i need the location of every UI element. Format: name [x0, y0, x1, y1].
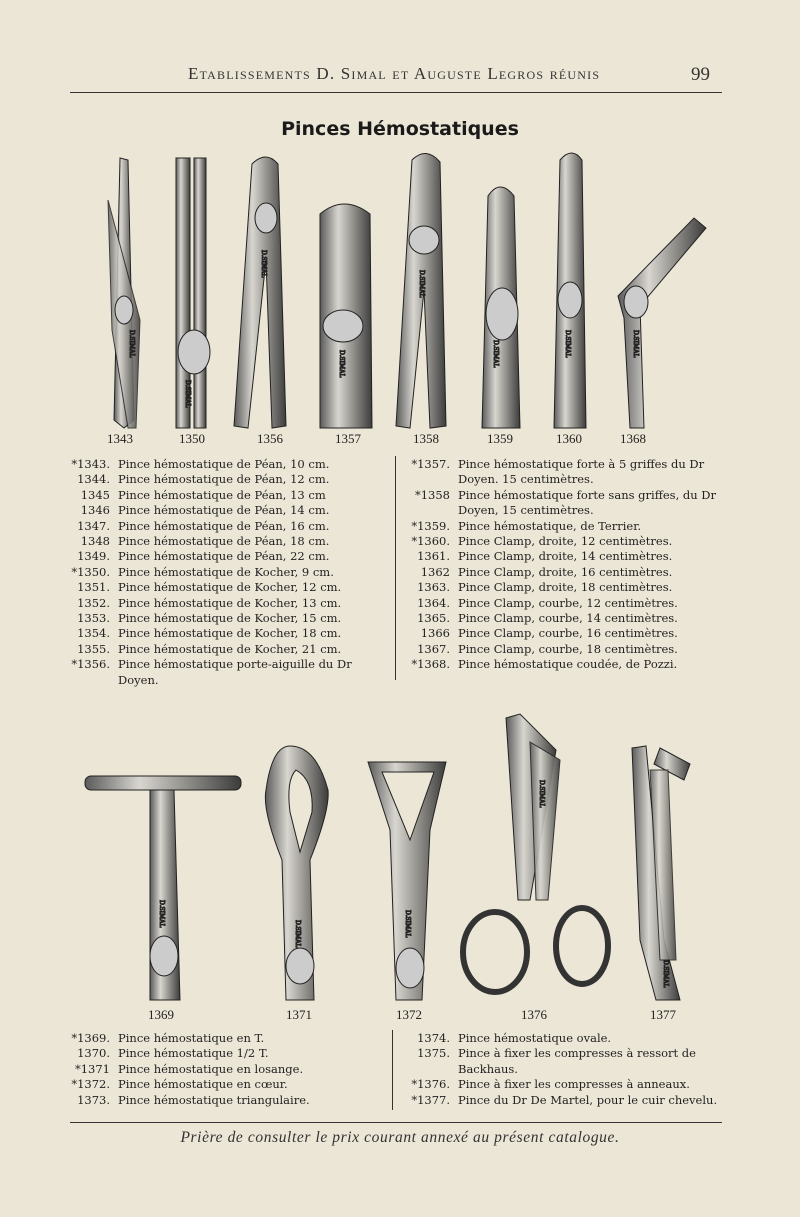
- footer-rule: [70, 1122, 722, 1123]
- figure-label-1358: 1358: [413, 431, 439, 446]
- figure-label-1377: 1377: [650, 1007, 676, 1022]
- list-item: *1368. Pince hémostatique coudée, de Pozzi.: [411, 657, 678, 672]
- figure-1356-illustration: [234, 157, 286, 428]
- figure-label-1357: 1357: [335, 431, 361, 446]
- figure-1359-illustration: [482, 187, 520, 428]
- list-item: 1370. Pince hémostatique 1/2 T.: [77, 1046, 269, 1061]
- column-divider-bottom: [392, 1030, 393, 1110]
- section-title: Pinces Hémostatiques: [281, 118, 519, 140]
- footer-note: Prière de consulter le prix courant annexé au présent catalogue.: [180, 1129, 620, 1146]
- top-list-right: [404, 457, 734, 673]
- figure-label-1372: 1372: [396, 1007, 422, 1022]
- figure-label-1368: 1368: [620, 431, 646, 446]
- figure-label-1360: 1360: [556, 431, 582, 446]
- stamp-1369: D.SIMAL: [158, 900, 165, 928]
- stamp-1357: D.SIMAL: [338, 350, 345, 378]
- figure-label-1343: 1343: [107, 431, 133, 446]
- stamp-1371: D.SIMAL: [294, 920, 301, 948]
- figure-label-1369: 1369: [148, 1007, 174, 1022]
- stamp-1350: D.SIMAL: [184, 380, 191, 408]
- figure-label-1371: 1371: [286, 1007, 312, 1022]
- list-item: 1344. Pince hémostatique de Péan, 12 cm.: [77, 472, 330, 487]
- stamp-1360: D.SIMAL: [564, 330, 571, 358]
- figure-label-1356: 1356: [257, 431, 283, 446]
- list-item: 1366 Pince Clamp, courbe, 16 centimètres.: [420, 626, 678, 641]
- stamp-1359: D.SIMAL: [492, 340, 499, 368]
- stamp-1376: D.SIMAL: [538, 780, 545, 808]
- figure-1376-illustration: [463, 714, 608, 992]
- list-item: 1354. Pince hémostatique de Kocher, 18 cm.: [77, 626, 342, 641]
- figure-1372-illustration: [368, 762, 446, 1000]
- list-item: *1376. Pince à fixer les compresses à anneaux.: [411, 1077, 690, 1092]
- bottom-list-left: [64, 1031, 394, 1108]
- figure-label-1350: 1350: [179, 431, 205, 446]
- list-item: 1365. Pince Clamp, courbe, 14 centimètres.: [417, 611, 678, 626]
- list-item: 1361. Pince Clamp, droite, 14 centimètres.: [417, 549, 673, 564]
- list-item: 1351. Pince hémostatique de Kocher, 12 cm.: [77, 580, 342, 595]
- figure-1360-illustration: [554, 153, 586, 428]
- stamp-1358: D.SIMAL: [418, 270, 425, 298]
- list-item: 1353. Pince hémostatique de Kocher, 15 cm.: [77, 611, 342, 626]
- list-item: 1349. Pince hémostatique de Péan, 22 cm.: [77, 549, 330, 564]
- list-item: *1359. Pince hémostatique, de Terrier.: [411, 518, 642, 533]
- list-item: *1358 Pince hémostatique forte sans griffes, du Dr Doyen, 15 centimètres.: [414, 487, 717, 518]
- figure-1371-illustration: [265, 746, 328, 1000]
- figure-1357-illustration: [320, 204, 372, 428]
- bottom-list-right: [404, 1031, 734, 1108]
- list-item: 1363. Pince Clamp, droite, 18 centimètres.: [417, 580, 673, 595]
- list-item: *1357. Pince hémostatique forte à 5 griffes du Dr Doyen. 15 centimètres.: [411, 457, 705, 487]
- figure-1350-illustration: [176, 158, 210, 428]
- list-item: 1364. Pince Clamp, courbe, 12 centimètres.: [417, 595, 678, 610]
- running-title: Etablissements D. Simal et Auguste Legros réunis: [188, 64, 601, 83]
- top-list-left: [64, 457, 394, 688]
- column-divider-top: [395, 456, 396, 680]
- list-item: 1345 Pince hémostatique de Péan, 13 cm: [80, 487, 326, 502]
- list-item: *1377. Pince du Dr De Martel, pour le cuir chevelu.: [411, 1092, 718, 1107]
- stamp-1372: D.SIMAL: [404, 910, 411, 938]
- list-item: *1343. Pince hémostatique de Péan, 10 cm.: [71, 457, 330, 471]
- list-item: *1356. Pince hémostatique porte-aiguille du Dr Doyen.: [71, 657, 352, 687]
- list-item: 1352. Pince hémostatique de Kocher, 13 cm.: [77, 595, 342, 610]
- list-item: *1360. Pince Clamp, droite, 12 centimètres.: [411, 534, 673, 549]
- list-item: 1362 Pince Clamp, droite, 16 centimètres.: [420, 564, 673, 579]
- list-item: 1346 Pince hémostatique de Péan, 14 cm.: [80, 503, 330, 518]
- page-number: 99: [691, 64, 710, 85]
- list-item: 1348 Pince hémostatique de Péan, 18 cm.: [80, 534, 330, 549]
- list-item: *1371 Pince hémostatique en losange.: [74, 1061, 304, 1076]
- stamp-1343: D.SIMAL: [128, 330, 135, 358]
- figure-label-1376: 1376: [521, 1007, 547, 1022]
- list-item: *1372. Pince hémostatique en cœur.: [71, 1077, 288, 1092]
- list-item: *1369. Pince hémostatique en T.: [71, 1031, 265, 1045]
- list-item: 1373. Pince hémostatique triangulaire.: [77, 1092, 310, 1107]
- list-item: 1355. Pince hémostatique de Kocher, 21 cm.: [77, 641, 342, 656]
- figure-1368-illustration: [618, 218, 706, 428]
- figure-1343-illustration: [108, 158, 140, 428]
- stamp-1356: D.SIMAL: [260, 250, 267, 278]
- stamp-1377: D.SIMAL: [662, 960, 669, 988]
- figure-1358-illustration: [396, 153, 446, 428]
- list-item: 1374. Pince hémostatique ovale.: [417, 1031, 612, 1045]
- list-item: *1350. Pince hémostatique de Kocher, 9 cm.: [71, 564, 334, 579]
- stamp-1368: D.SIMAL: [632, 330, 639, 358]
- figure-1377-illustration: [632, 746, 690, 1000]
- list-item: 1375. Pince à fixer les compresses à ressort de Backhaus.: [417, 1046, 696, 1076]
- list-item: 1367. Pince Clamp, courbe, 18 centimètres.: [417, 641, 678, 656]
- figure-1369-illustration: [85, 776, 241, 1000]
- list-item: 1347. Pince hémostatique de Péan, 16 cm.: [77, 518, 330, 533]
- figure-label-1359: 1359: [487, 431, 513, 446]
